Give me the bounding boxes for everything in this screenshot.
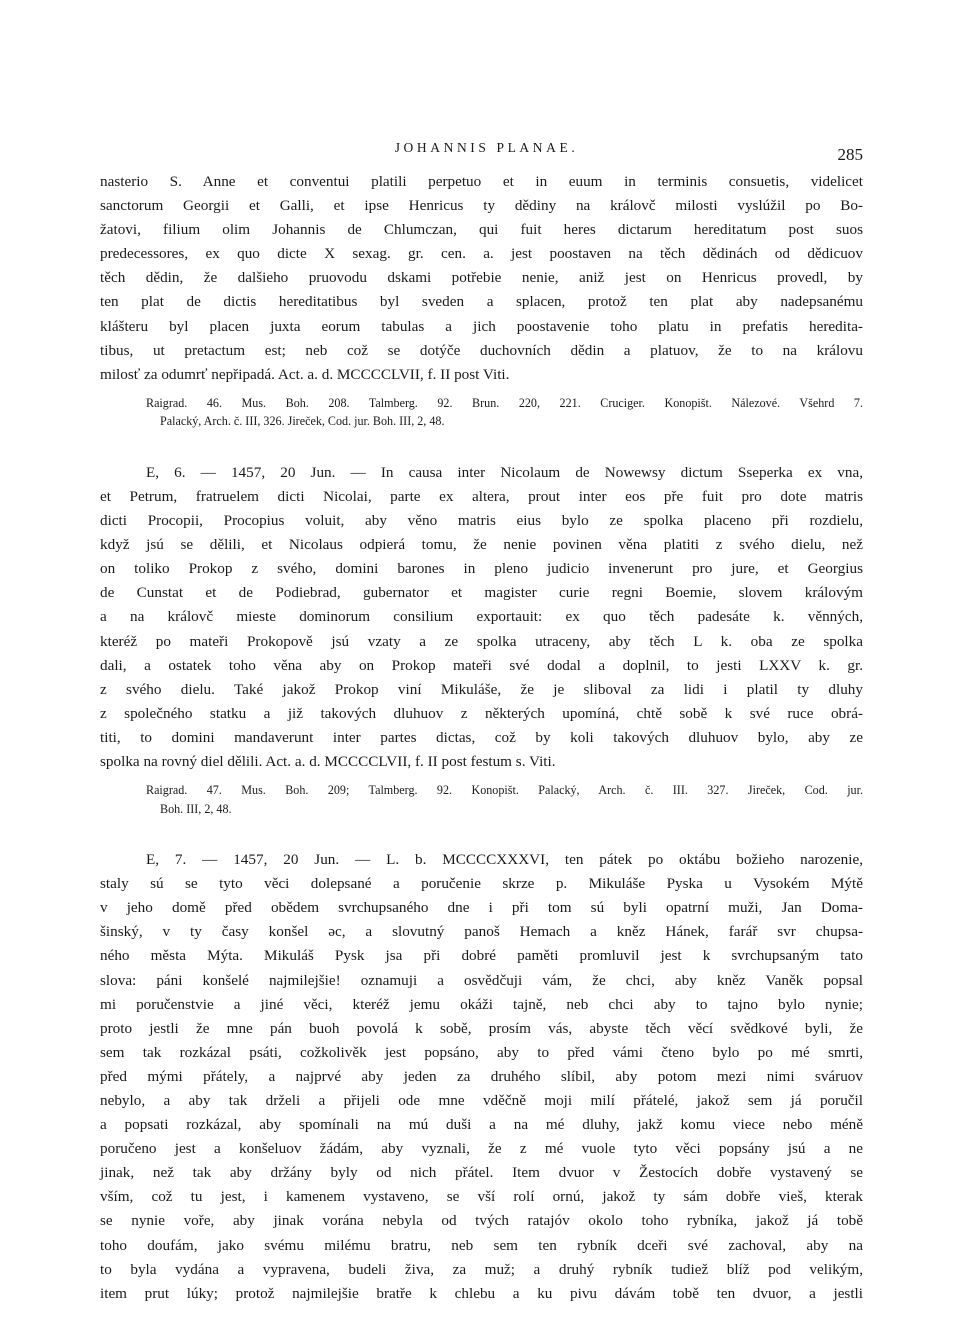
book-page (100, 140, 863, 1306)
text-line: de Cunstat et de Podiebrad, gubernator et magister curie regni Boemie, slovem královým (100, 584, 863, 602)
text-line: titi, to domini mandaverunt inter partes dictas, což by koli takových dluhuov bylo, aby ze (100, 728, 863, 746)
source-reference: Raigrad. 47. Mus. Boh. 209; Talmberg. 92. Konopišt. Palacký, Arch. č. III. 327. Jireček, Cod. jur. (146, 783, 863, 798)
text-line: kteréž po mateři Prokopově jsú vzaty a ze spolka utraceny, aby těch L k. oba ze spolka (100, 632, 863, 650)
text-line: nasterio S. Anne et conventui platili perpetuo et in euum in terminis consuetis, videlicet (100, 173, 863, 190)
text-line: těch dědin, že dalšieho pruovodu dskami potřebie nenie, aniž jest on Henricus provedl, by (100, 269, 863, 287)
running-head (100, 140, 863, 170)
text-line: dali, a ostatek toho věna aby on Prokop mateři své dodal a doplnil, to jesti LXXV k. gr. (100, 656, 863, 674)
text-line: z svého dielu. Také jakož Prokop viní Mikuláše, že je sliboval za lidi i platil ty dluhy (100, 680, 863, 698)
entry-heading-line: E, 6. — 1457, 20 Jun. — In causa inter Nicolaum de Nowewsy dictum Sseperka ex vna, (146, 463, 863, 481)
text-line: jinak, než tak aby držány byly od nich přátel. Item dvuor v Žestocích dobře vystavený se (100, 1164, 863, 1182)
text-line: se nynie voře, aby jinak vorána nebyla od tvých ratajóv okolo toho rybníka, jakož já tobě (100, 1212, 863, 1230)
text-line: žatovi, filium olim Johannis de Chlumczan, qui fuit heres dictarum hereditatum post suos (100, 221, 863, 239)
text-line: ného města Mýta. Mikuláš Pysk jsa při dobré paměti promluvil jest k svrchupsaným tato (100, 947, 863, 965)
source-reference: Palacký, Arch. č. III, 326. Jireček, Cod. jur. Boh. III, 2, 48. (160, 414, 445, 429)
text-line: když jsú se dělili, et Nicolaus odpierá tomu, že nenie povinen věna platiti z svého dielu, než (100, 536, 863, 554)
text-line: sanctorum Georgii et Galli, et ipse Henricus ty dědiny na královč milosti vyslúžil po Bo- (100, 197, 863, 215)
text-line: před mými přátely, a najprvé aby jeden za druhého slíbil, aby potom mezi nimi sváruov (100, 1067, 863, 1085)
text-line: toho doufám, jako svému milému bratru, neb sem ten rybník dceři své zachoval, aby na (100, 1236, 863, 1254)
text-line: spolka na rovný diel dělili. Act. a. d. MCCCCLVII, f. II post festum s. Viti. (100, 752, 556, 770)
entry-heading-line: E, 7. — 1457, 20 Jun. — L. b. MCCCCXXXVI, ten pátek po oktábu božieho narozenie, (146, 851, 863, 869)
page-number: 285 (837, 145, 863, 164)
text-line: staly sú se tyto věci dolepsané a poručenie skrze p. Mikuláše Pyska u Vysokém Mýtě (100, 875, 863, 893)
text-line: šinský, v ty časy konšel ǝc, a slovutný panoš Hemach a kněz Hánek, farář svr chupsa- (100, 923, 863, 941)
text-line: ten plat de dictis hereditatibus byl sveden a splacen, protož ten plat aby nadepsanému (100, 293, 863, 311)
text-line: a na královč mieste dominorum consilium exportauit: ex quo těch padesáte k. věnných, (100, 608, 863, 626)
text-line: dicti Procopii, Procopius voluit, aby věno matris eius bylo ze spolka placeno při rozdielu, (100, 512, 863, 530)
running-title: JOHANNIS PLANAE. (394, 140, 579, 155)
text-line: mi poručenstvie a jiné věci, kteréž jemu okáži tajně, neb chci aby to tajno bylo nynie; (100, 995, 863, 1013)
text-line: z společného statku a již takových dluhuov z některých upomíná, chtě sobě k své ruce obrá- (100, 704, 863, 722)
text-line: et Petrum, fratruelem dicti Nicolai, parte ex altera, prout inter eos pře fuit pro dote matris (100, 487, 863, 505)
text-line: v jeho domě před obědem svrchupsaného dne i při tom sú byli opatrní muži, Jan Doma- (100, 899, 863, 917)
source-reference: Boh. III, 2, 48. (160, 801, 232, 816)
text-line: sem tak rozkázal psáti, cožkolivěk jest popsáno, aby to před vámi čteno bylo po mé smrti, (100, 1043, 863, 1061)
text-line: tibus, ut pretactum est; neb což se dotýče duchovních dědin a platuov, že to na královu (100, 341, 863, 359)
text-line: proto jestli že mne pán buoh povolá k sobě, prosím vás, abyste těch věcí svědkové byli, že (100, 1019, 863, 1037)
text-line: vším, což tu jest, i kamenem vystaveno, se vší rolí ornú, jakož ty sám dobře vieš, kterak (100, 1188, 863, 1206)
text-line: poručeno jest a konšeluov žádám, aby vyznali, že z mé vuole tyto věci popsány jsú a ne (100, 1140, 863, 1158)
text-line: on toliko Prokop z svého, domini barones in pleno judicio invenerunt pro jure, et Georgius (100, 560, 863, 578)
source-reference: Raigrad. 46. Mus. Boh. 208. Talmberg. 92. Brun. 220, 221. Cruciger. Konopišt. Nálezové. Všehrd 7. (146, 395, 863, 410)
text-line: to byla vydána a vypravena, budeli živa, za muž; a druhý rybník tudiež blíž pod velikým, (100, 1260, 863, 1278)
text-line: a popsati rozkázal, aby spomínali na mú duši a na mé dluhy, jakž komu viece nebo méně (100, 1116, 863, 1134)
text-line: item prut lúky; protož najmilejšie bratře k chlebu a ku pivu dávám tobě ten dvuor, a jestli (100, 1284, 863, 1302)
paragraph-3 (100, 848, 863, 1306)
text-line: slova: páni konšelé najmilejšie! oznamuji a osvědčuji vám, že chci, aby kněz Vaněk popsal (100, 971, 863, 989)
text-line: predecessores, ex quo dicte X sexag. gr. cen. a. jest poostaven na těch dědinách od dědicuov (100, 245, 863, 263)
text-line: nebylo, a aby tak drželi a přijeli ode mne vděčně moji milí přátelé, jakož sem já poručil (100, 1092, 863, 1109)
paragraph-2 (100, 461, 863, 818)
paragraph-1 (100, 170, 863, 431)
text-line: milosť za odumrť nepřipadá. Act. a. d. MCCCCLVII, f. II post Viti. (100, 365, 510, 383)
text-line: klášteru byl placen juxta eorum tabulas a jich poostavenie toho platu in prefatis heredita- (100, 317, 863, 335)
